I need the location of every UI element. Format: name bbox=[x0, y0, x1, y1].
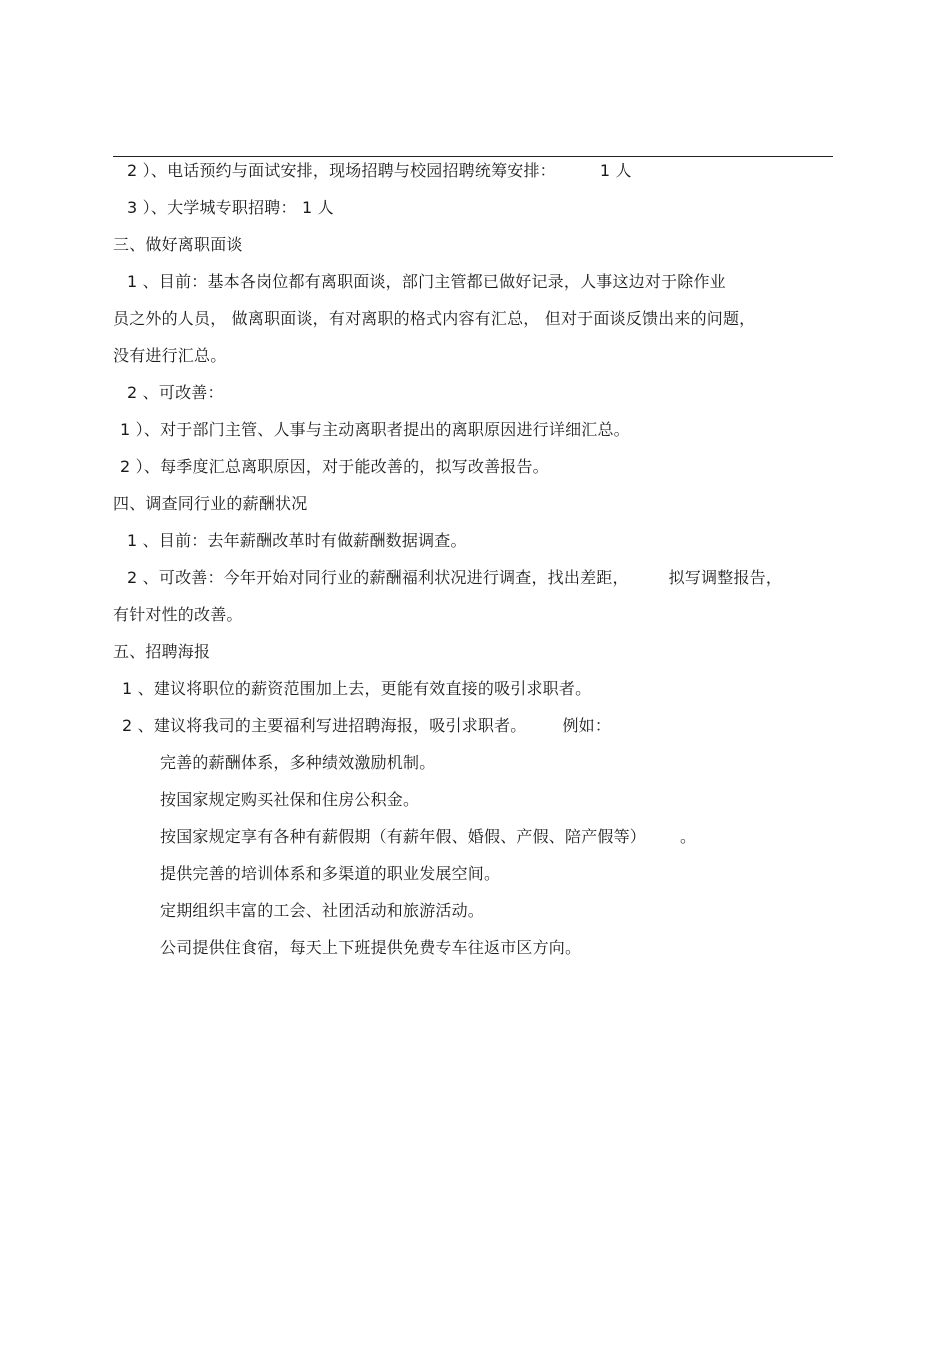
section-4-improve-report: 拟写调整报告， bbox=[668, 568, 783, 587]
section-4-heading: 四、调查同行业的薪酬状况 bbox=[113, 494, 308, 513]
recruit-item-2-count: 1 人 bbox=[599, 161, 632, 180]
section-5-item-2-text: 2 、建议将我司的主要福利写进招聘海报，吸引求职者。 bbox=[122, 716, 527, 735]
benefit-item-5: 定期组织丰富的工会、社团活动和旅游活动。 bbox=[160, 901, 485, 920]
benefit-item-4: 提供完善的培训体系和多渠道的职业发展空间。 bbox=[160, 864, 501, 883]
section-5-item-2 bbox=[122, 715, 611, 737]
recruit-item-3: 3 ）、大学城专职招聘： 1 人 bbox=[127, 198, 334, 217]
benefit-item-1: 完善的薪酬体系，多种绩效激励机制。 bbox=[160, 753, 436, 772]
section-4-current: 1 、目前：去年薪酬改革时有做薪酬数据调查。 bbox=[127, 531, 467, 550]
section-5-heading: 五、招聘海报 bbox=[113, 642, 211, 661]
recruit-item-2-text: 2 ）、电话预约与面试安排，现场招聘与校园招聘统筹安排： bbox=[127, 161, 556, 180]
section-3-improve-heading: 2 、可改善： bbox=[127, 383, 224, 402]
section-4-improve-line-2: 有针对性的改善。 bbox=[113, 605, 243, 624]
section-4-improve-line-1 bbox=[127, 567, 782, 589]
section-3-current-line-2: 员之外的人员， 做离职面谈，有对离职的格式内容有汇总， 但对于面谈反馈出来的问题， bbox=[113, 309, 756, 328]
section-3-heading: 三、做好离职面谈 bbox=[113, 235, 243, 254]
section-3-improve-item-1: 1 ）、对于部门主管、人事与主动离职者提出的离职原因进行详细汇总。 bbox=[120, 420, 630, 439]
header-rule bbox=[113, 156, 833, 157]
section-4-improve-text: 2 、可改善：今年开始对同行业的薪酬福利状况进行调查，找出差距， bbox=[127, 568, 629, 587]
benefit-item-2: 按国家规定购买社保和住房公积金。 bbox=[160, 790, 420, 809]
benefit-item-3-period: 。 bbox=[680, 827, 697, 846]
benefit-item-3-text: 按国家规定享有各种有薪假期（有薪年假、婚假、产假、陪产假等） bbox=[160, 827, 647, 846]
benefit-item-6: 公司提供住食宿，每天上下班提供免费专车往返市区方向。 bbox=[160, 938, 582, 957]
benefit-item-3 bbox=[160, 826, 696, 848]
section-3-current-line-3: 没有进行汇总。 bbox=[113, 346, 227, 365]
recruit-item-2 bbox=[127, 160, 632, 182]
section-5-item-1: 1 、建议将职位的薪资范围加上去，更能有效直接的吸引求职者。 bbox=[122, 679, 592, 698]
section-3-current-line-1: 1 、目前：基本各岗位都有离职面谈，部门主管都已做好记录，人事这边对于除作业 bbox=[127, 272, 726, 291]
section-5-item-2-example: 例如： bbox=[562, 716, 612, 735]
section-3-improve-item-2: 2 ）、每季度汇总离职原因，对于能改善的，拟写改善报告。 bbox=[120, 457, 549, 476]
